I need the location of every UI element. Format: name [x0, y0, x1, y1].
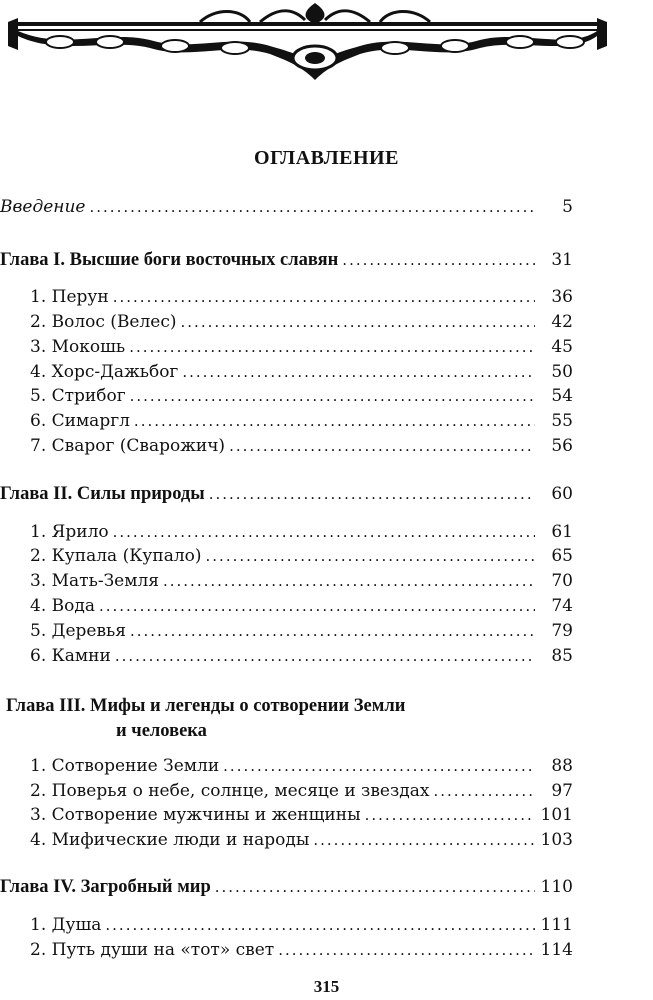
toc-label: 4. Мифические люди и народы — [30, 830, 310, 850]
toc-page: 97 — [551, 781, 573, 801]
leader-dots — [229, 436, 535, 456]
toc-section — [0, 571, 573, 591]
toc-page: 88 — [551, 756, 573, 776]
toc-page: 114 — [540, 940, 573, 960]
header-ornament — [0, 0, 653, 85]
leader-dots — [115, 646, 535, 666]
toc-label: 1. Душа — [30, 915, 102, 935]
leader-dots — [278, 940, 535, 960]
toc-label: 4. Вода — [30, 596, 95, 616]
page-title: ОГЛАВЛЕНИЕ — [254, 147, 399, 169]
toc-label: 2. Волос (Велес) — [30, 312, 177, 332]
toc-label: 3. Сотворение мужчины и женщины — [30, 805, 361, 825]
leader-dots — [215, 877, 535, 897]
leader-dots — [130, 386, 535, 406]
toc-section — [0, 781, 573, 801]
toc-section — [0, 337, 573, 357]
toc-section — [0, 436, 573, 456]
toc-label: 5. Стрибог — [30, 386, 126, 406]
toc-page: 45 — [551, 337, 573, 357]
toc-label-continued: и человека — [116, 721, 207, 741]
toc-page: 56 — [551, 436, 573, 456]
toc-page: 85 — [551, 646, 573, 666]
toc-label: 1. Ярило — [30, 522, 109, 542]
toc-section — [0, 522, 573, 542]
toc-page: 61 — [551, 522, 573, 542]
toc-section — [0, 546, 573, 566]
toc-section — [0, 411, 573, 431]
toc-label: Глава I. Высшие боги восточных славян — [0, 250, 339, 270]
toc-page: 31 — [551, 250, 573, 270]
toc-section — [0, 756, 573, 776]
toc-page: 110 — [540, 877, 573, 897]
toc-page: 101 — [540, 805, 573, 825]
toc-chapter — [0, 877, 573, 897]
toc-section — [0, 805, 573, 825]
toc-label: 7. Сварог (Сварожич) — [30, 436, 226, 456]
toc-page: 74 — [551, 596, 573, 616]
toc-chapter — [6, 694, 405, 744]
leader-dots — [113, 522, 535, 542]
toc-label: Глава II. Силы природы — [0, 484, 205, 504]
toc-page: 5 — [562, 197, 573, 217]
leader-dots — [163, 571, 535, 591]
toc-section — [0, 312, 573, 332]
toc-label: 1. Сотворение Земли — [30, 756, 220, 776]
toc-chapter — [0, 250, 573, 270]
toc-intro — [0, 197, 573, 217]
toc-label: 6. Камни — [30, 646, 111, 666]
leader-dots — [223, 756, 535, 776]
toc-section — [0, 915, 573, 935]
toc-label: 1. Перун — [30, 287, 109, 307]
toc-section — [0, 287, 573, 307]
toc-section — [0, 940, 573, 960]
page-number: 315 — [313, 977, 340, 996]
leader-dots — [342, 250, 535, 270]
toc-label: 3. Мокошь — [30, 337, 126, 357]
leader-dots — [90, 197, 536, 217]
leader-dots — [206, 546, 535, 566]
toc-label: 2. Путь души на «тот» свет — [30, 940, 275, 960]
leader-dots — [99, 596, 535, 616]
toc-label: 4. Хорс-Дажьбог — [30, 362, 179, 382]
leader-dots — [129, 337, 535, 357]
toc-page: 79 — [551, 621, 573, 641]
toc-page: 36 — [551, 287, 573, 307]
leader-dots — [182, 362, 535, 382]
leader-dots — [134, 411, 535, 431]
toc-page: 50 — [551, 362, 573, 382]
toc-page: 70 — [551, 571, 573, 591]
toc-label: 6. Симаргл — [30, 411, 130, 431]
toc-page: 55 — [551, 411, 573, 431]
leader-dots — [365, 805, 535, 825]
leader-dots — [209, 484, 535, 504]
toc-label: 5. Деревья — [30, 621, 126, 641]
toc-section — [0, 621, 573, 641]
leader-dots — [181, 312, 535, 332]
toc-label: Глава IV. Загробный мир — [0, 877, 211, 897]
leader-dots — [130, 621, 535, 641]
leader-dots — [105, 915, 535, 935]
toc-label: Введение — [0, 197, 86, 217]
toc-page: 60 — [551, 484, 573, 504]
toc-page: 42 — [551, 312, 573, 332]
toc-section — [0, 386, 573, 406]
toc-page: 65 — [551, 546, 573, 566]
toc-label: 2. Поверья о небе, солнце, месяце и звездах — [30, 781, 430, 801]
toc-label: Глава III. Мифы и легенды о сотворении Земли — [6, 696, 406, 716]
leader-dots — [313, 830, 535, 850]
leader-dots — [113, 287, 535, 307]
toc-section — [0, 596, 573, 616]
toc-label: 2. Купала (Купало) — [30, 546, 202, 566]
toc-chapter — [0, 484, 573, 504]
toc-section — [0, 830, 573, 850]
toc-label: 3. Мать-Земля — [30, 571, 159, 591]
toc-section — [0, 362, 573, 382]
toc-page: 103 — [540, 830, 573, 850]
toc-page: 54 — [551, 386, 573, 406]
leader-dots — [433, 781, 535, 801]
toc-page: 111 — [540, 915, 573, 935]
toc-section — [0, 646, 573, 666]
